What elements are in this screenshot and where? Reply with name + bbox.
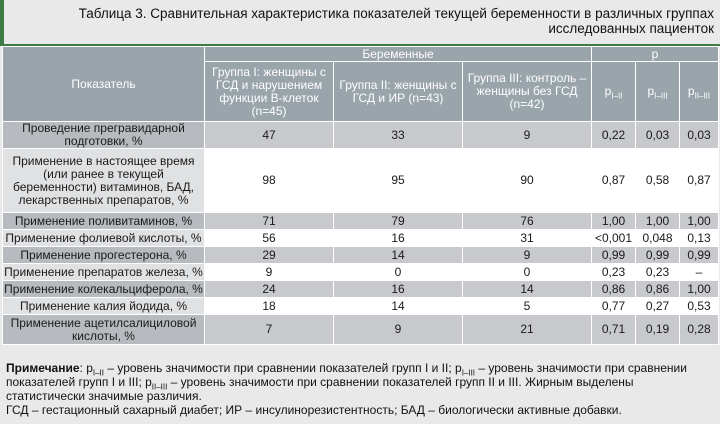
cell-p12: 0,22 xyxy=(592,122,636,149)
note-t4: – уровень значимости при сравнении показателей групп II и III. Жирным выделены статистически значимые различия. xyxy=(6,375,634,403)
row-label: Применение ацетилсалициловой кислоты, % xyxy=(3,315,205,345)
cell-group2: 16 xyxy=(334,230,463,247)
table-body xyxy=(3,122,719,345)
cell-p23: 0,53 xyxy=(680,298,719,315)
header-indicator: Показатель xyxy=(3,47,205,122)
header-p13-sub: I–III xyxy=(654,91,668,101)
cell-group1: 56 xyxy=(205,230,334,247)
table-title xyxy=(34,6,714,36)
cell-group3: 90 xyxy=(463,149,592,213)
header-pregnant: Беременные xyxy=(205,47,592,62)
title-bar xyxy=(0,0,720,46)
note-abbreviations: ГСД – гестационный сахарный диабет; ИР – инсулинорезистентность; БАД – биологически активные добавки. xyxy=(6,403,622,417)
cell-group2: 79 xyxy=(334,213,463,230)
title-accent xyxy=(0,0,4,46)
table-row xyxy=(3,264,719,281)
note-label: Примечание xyxy=(6,361,80,375)
cell-group2: 0 xyxy=(334,264,463,281)
cell-p23: 0,99 xyxy=(680,247,719,264)
table-row xyxy=(3,247,719,264)
row-label: Проведение прегравидарной подготовки, % xyxy=(3,122,205,149)
note-p13-sub: I–III xyxy=(461,368,476,378)
cell-group1: 29 xyxy=(205,247,334,264)
cell-p23: 0,13 xyxy=(680,230,719,247)
row-label: Применение колекальциферола, % xyxy=(4,281,203,296)
cell-p23: 0,03 xyxy=(680,122,719,149)
cell-group2: 9 xyxy=(334,315,463,345)
cell-p23: 1,00 xyxy=(680,281,719,298)
cell-group3: 5 xyxy=(463,298,592,315)
cell-p13: 0,19 xyxy=(636,315,680,345)
cell-group1: 98 xyxy=(205,149,334,213)
cell-p12: 1,00 xyxy=(592,213,636,230)
table-row xyxy=(3,149,719,213)
cell-p12: 0,99 xyxy=(592,247,636,264)
cell-group2: 95 xyxy=(334,149,463,213)
cell-p12: <0,001 xyxy=(592,230,636,247)
cell-group2: 14 xyxy=(334,298,463,315)
note-p23-sub: II–III xyxy=(151,382,168,392)
header-p12-sub: I–II xyxy=(611,91,623,101)
cell-group2: 14 xyxy=(334,247,463,264)
row-label: Применение в настоящее время (или ранее в текущей беременности) витаминов, БАД, лекарственных препаратов, % xyxy=(3,149,205,213)
cell-p23: – xyxy=(680,264,719,281)
cell-p13: 0,048 xyxy=(636,230,680,247)
note-t2: – уровень значимости при сравнении показателей групп I и II; p xyxy=(104,361,462,375)
cell-group3: 0 xyxy=(463,264,592,281)
table-row xyxy=(3,122,719,149)
note-significance xyxy=(6,361,714,403)
cell-p13: 0,58 xyxy=(636,149,680,213)
table-row xyxy=(3,213,719,230)
cell-p13: 0,27 xyxy=(636,298,680,315)
header-p23-letter: p xyxy=(687,84,695,98)
cell-group2: 16 xyxy=(334,281,463,298)
table-row xyxy=(3,315,719,345)
cell-group3: 9 xyxy=(463,247,592,264)
cell-group1: 47 xyxy=(205,122,334,149)
cell-p12: 0,77 xyxy=(592,298,636,315)
cell-p13: 0,99 xyxy=(636,247,680,264)
header-p: p xyxy=(592,47,719,62)
cell-group3: 14 xyxy=(463,281,592,298)
cell-p13: 0,03 xyxy=(636,122,680,149)
header-p12-letter: p xyxy=(604,84,612,98)
cell-p12: 0,87 xyxy=(592,149,636,213)
note-p12-sub: I–II xyxy=(92,368,104,378)
header-p12 xyxy=(592,62,636,122)
cell-group3: 21 xyxy=(463,315,592,345)
header-p23 xyxy=(680,62,719,122)
cell-p23: 1,00 xyxy=(680,213,719,230)
cell-group1: 18 xyxy=(205,298,334,315)
cell-p13: 0,23 xyxy=(636,264,680,281)
row-label: Применение калия йодида, % xyxy=(3,298,205,315)
row-label: Применение препаратов железа, % xyxy=(4,264,203,279)
cell-group3: 9 xyxy=(463,122,592,149)
row-label: Применение поливитаминов, % xyxy=(3,213,205,230)
note-t1: : p xyxy=(79,361,93,375)
cell-p12: 0,86 xyxy=(592,281,636,298)
row-label: Применение прогестерона, % xyxy=(3,247,205,264)
cell-p13: 0,86 xyxy=(636,281,680,298)
cell-group2: 33 xyxy=(334,122,463,149)
cell-group3: 31 xyxy=(463,230,592,247)
table-title-line1: Таблица 3. Сравнительная характеристика показателей текущей беременности в различных группах xyxy=(78,6,714,21)
cell-group1: 7 xyxy=(205,315,334,345)
header-p13-letter: p xyxy=(647,84,655,98)
table-row xyxy=(3,230,719,247)
cell-group1: 9 xyxy=(205,264,334,281)
cell-p12: 0,23 xyxy=(592,264,636,281)
header-group1: Группа I: женщины с ГСД и нарушением функции В-клеток (n=45) xyxy=(205,62,334,122)
header-group2: Группа II: женщины с ГСД и ИР (n=43) xyxy=(334,62,463,122)
cell-p23: 0,87 xyxy=(680,149,719,213)
table-row xyxy=(3,298,719,315)
table-title-line2: исследованных пациенток xyxy=(548,21,714,36)
header-p13 xyxy=(636,62,680,122)
cell-group1: 24 xyxy=(205,281,334,298)
header-p23-sub: II–III xyxy=(694,91,711,101)
cell-p23: 0,28 xyxy=(680,315,719,345)
table-note xyxy=(6,361,714,417)
cell-group1: 71 xyxy=(205,213,334,230)
cell-p12: 0,71 xyxy=(592,315,636,345)
row-label: Применение фолиевой кислоты, % xyxy=(3,230,205,247)
data-table xyxy=(2,46,719,345)
cell-p13: 1,00 xyxy=(636,213,680,230)
note-t3: – уровень значимости при сравнении показателей групп I и III; p xyxy=(6,361,687,389)
cell-group3: 76 xyxy=(463,213,592,230)
header-group3: Группа III: контроль – женщины без ГСД (n=42) xyxy=(463,62,592,122)
table-row xyxy=(3,281,719,298)
